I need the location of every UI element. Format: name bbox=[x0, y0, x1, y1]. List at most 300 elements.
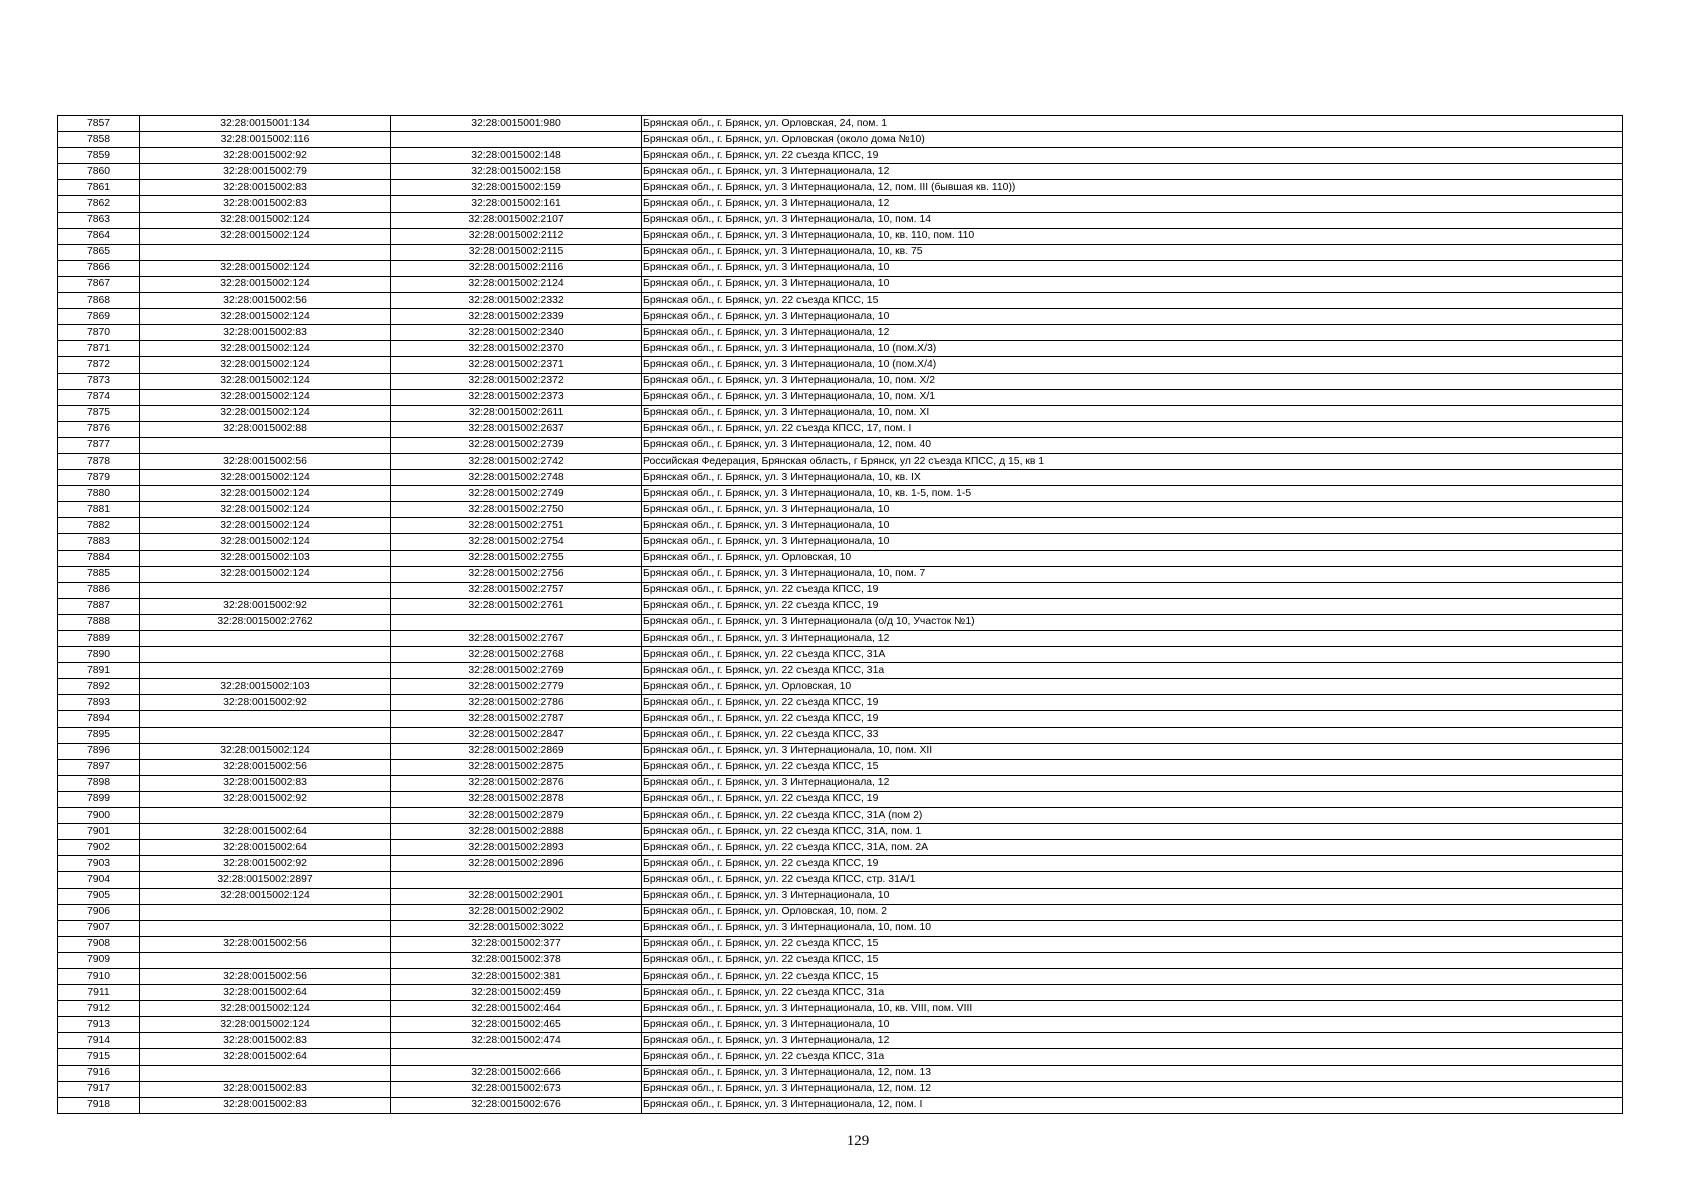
address-cell: Брянская обл., г. Брянск, ул. 22 съезда КПСС, 19 bbox=[642, 695, 1623, 711]
row-number-cell: 7860 bbox=[58, 164, 140, 180]
address-cell: Брянская обл., г. Брянск, ул. 3 Интернационала, 10, пом. XI bbox=[642, 405, 1623, 421]
cadastral-number-cell: 32:28:0015002:2902 bbox=[391, 904, 642, 920]
table-row bbox=[58, 968, 1623, 984]
parcel-number-cell bbox=[140, 920, 391, 936]
table-row bbox=[58, 840, 1623, 856]
cadastral-number-cell: 32:28:0015002:2750 bbox=[391, 502, 642, 518]
address-cell: Брянская обл., г. Брянск, ул. 3 Интернационала, 10, кв. 110, пом. 110 bbox=[642, 228, 1623, 244]
parcel-number-cell: 32:28:0015002:124 bbox=[140, 566, 391, 582]
cadastral-number-cell: 32:28:0015002:2116 bbox=[391, 260, 642, 276]
parcel-number-cell: 32:28:0015002:124 bbox=[140, 341, 391, 357]
cadastral-number-cell: 32:28:0015002:459 bbox=[391, 985, 642, 1001]
cadastral-number-cell: 32:28:0015002:2373 bbox=[391, 389, 642, 405]
parcel-number-cell: 32:28:0015002:124 bbox=[140, 389, 391, 405]
row-number-cell: 7859 bbox=[58, 148, 140, 164]
parcel-number-cell: 32:28:0015002:92 bbox=[140, 598, 391, 614]
row-number-cell: 7910 bbox=[58, 968, 140, 984]
parcel-number-cell: 32:28:0015002:2762 bbox=[140, 614, 391, 630]
row-number-cell: 7889 bbox=[58, 631, 140, 647]
cadastral-number-cell: 32:28:0015002:158 bbox=[391, 164, 642, 180]
row-number-cell: 7877 bbox=[58, 437, 140, 453]
address-cell: Брянская обл., г. Брянск, ул. 22 съезда КПСС, 31а bbox=[642, 985, 1623, 1001]
cadastral-number-cell: 32:28:0015002:2761 bbox=[391, 598, 642, 614]
registry-table bbox=[57, 115, 1623, 1114]
table-row bbox=[58, 116, 1623, 132]
address-cell: Брянская обл., г. Брянск, ул. 3 Интернационала, 10 bbox=[642, 502, 1623, 518]
table-row bbox=[58, 212, 1623, 228]
parcel-number-cell: 32:28:0015002:124 bbox=[140, 743, 391, 759]
parcel-number-cell: 32:28:0015002:2897 bbox=[140, 872, 391, 888]
table-row bbox=[58, 856, 1623, 872]
row-number-cell: 7890 bbox=[58, 647, 140, 663]
parcel-number-cell: 32:28:0015002:56 bbox=[140, 293, 391, 309]
table-row bbox=[58, 164, 1623, 180]
parcel-number-cell: 32:28:0015002:124 bbox=[140, 228, 391, 244]
address-cell: Брянская обл., г. Брянск, ул. 3 Интернационала, 12 bbox=[642, 1033, 1623, 1049]
cadastral-number-cell: 32:28:0015002:2739 bbox=[391, 437, 642, 453]
address-cell: Брянская обл., г. Брянск, ул. 22 съезда КПСС, 15 bbox=[642, 952, 1623, 968]
parcel-number-cell: 32:28:0015002:83 bbox=[140, 1081, 391, 1097]
table-row bbox=[58, 1081, 1623, 1097]
table-row bbox=[58, 872, 1623, 888]
row-number-cell: 7898 bbox=[58, 775, 140, 791]
cadastral-number-cell: 32:28:0015002:2112 bbox=[391, 228, 642, 244]
parcel-number-cell: 32:28:0015002:56 bbox=[140, 759, 391, 775]
table-row bbox=[58, 148, 1623, 164]
row-number-cell: 7866 bbox=[58, 260, 140, 276]
table-row bbox=[58, 791, 1623, 807]
table-row bbox=[58, 952, 1623, 968]
address-cell: Брянская обл., г. Брянск, ул. 3 Интернационала, 12 bbox=[642, 775, 1623, 791]
address-cell: Брянская обл., г. Брянск, ул. 22 съезда КПСС, 19 bbox=[642, 148, 1623, 164]
parcel-number-cell: 32:28:0015002:124 bbox=[140, 1001, 391, 1017]
cadastral-number-cell bbox=[391, 872, 642, 888]
table-row bbox=[58, 550, 1623, 566]
parcel-number-cell: 32:28:0015002:124 bbox=[140, 1017, 391, 1033]
cadastral-number-cell: 32:28:0015002:666 bbox=[391, 1065, 642, 1081]
cadastral-number-cell: 32:28:0015002:474 bbox=[391, 1033, 642, 1049]
table-row bbox=[58, 180, 1623, 196]
parcel-number-cell bbox=[140, 647, 391, 663]
cadastral-number-cell: 32:28:0015002:2107 bbox=[391, 212, 642, 228]
row-number-cell: 7870 bbox=[58, 325, 140, 341]
parcel-number-cell: 32:28:0015002:124 bbox=[140, 276, 391, 292]
address-cell: Брянская обл., г. Брянск, ул. 22 съезда КПСС, 15 bbox=[642, 293, 1623, 309]
table-row bbox=[58, 1017, 1623, 1033]
address-cell: Брянская обл., г. Брянск, ул. 3 Интернационала, 12, пом. 13 bbox=[642, 1065, 1623, 1081]
parcel-number-cell: 32:28:0015002:103 bbox=[140, 679, 391, 695]
parcel-number-cell bbox=[140, 711, 391, 727]
parcel-number-cell: 32:28:0015002:64 bbox=[140, 824, 391, 840]
cadastral-number-cell: 32:28:0015002:2847 bbox=[391, 727, 642, 743]
cadastral-number-cell: 32:28:0015002:2370 bbox=[391, 341, 642, 357]
parcel-number-cell: 32:28:0015002:64 bbox=[140, 840, 391, 856]
cadastral-number-cell: 32:28:0015002:2786 bbox=[391, 695, 642, 711]
table-row bbox=[58, 309, 1623, 325]
table-row bbox=[58, 260, 1623, 276]
row-number-cell: 7914 bbox=[58, 1033, 140, 1049]
parcel-number-cell bbox=[140, 727, 391, 743]
parcel-number-cell: 32:28:0015002:79 bbox=[140, 164, 391, 180]
table-row bbox=[58, 373, 1623, 389]
row-number-cell: 7865 bbox=[58, 244, 140, 260]
address-cell: Брянская обл., г. Брянск, ул. 3 Интернационала, 10, пом. XII bbox=[642, 743, 1623, 759]
address-cell: Брянская обл., г. Брянск, ул. 3 Интернационала, 10 bbox=[642, 534, 1623, 550]
parcel-number-cell: 32:28:0015002:64 bbox=[140, 1049, 391, 1065]
row-number-cell: 7880 bbox=[58, 486, 140, 502]
cadastral-number-cell: 32:28:0015002:2875 bbox=[391, 759, 642, 775]
address-cell: Брянская обл., г. Брянск, ул. 22 съезда КПСС, 31А bbox=[642, 647, 1623, 663]
cadastral-number-cell: 32:28:0015002:2339 bbox=[391, 309, 642, 325]
row-number-cell: 7911 bbox=[58, 985, 140, 1001]
cadastral-number-cell bbox=[391, 132, 642, 148]
table-row bbox=[58, 808, 1623, 824]
table-row bbox=[58, 631, 1623, 647]
address-cell: Брянская обл., г. Брянск, ул. 3 Интернационала, 12 bbox=[642, 196, 1623, 212]
parcel-number-cell bbox=[140, 631, 391, 647]
row-number-cell: 7878 bbox=[58, 453, 140, 469]
row-number-cell: 7867 bbox=[58, 276, 140, 292]
row-number-cell: 7882 bbox=[58, 518, 140, 534]
address-cell: Брянская обл., г. Брянск, ул. 22 съезда КПСС, 19 bbox=[642, 598, 1623, 614]
row-number-cell: 7871 bbox=[58, 341, 140, 357]
address-cell: Брянская обл., г. Брянск, ул. 3 Интернационала, 12, пом. I bbox=[642, 1097, 1623, 1113]
table-row bbox=[58, 598, 1623, 614]
table-row bbox=[58, 389, 1623, 405]
table-row bbox=[58, 534, 1623, 550]
row-number-cell: 7881 bbox=[58, 502, 140, 518]
table-row bbox=[58, 1033, 1623, 1049]
table-row bbox=[58, 888, 1623, 904]
address-cell: Брянская обл., г. Брянск, ул. 22 съезда КПСС, 19 bbox=[642, 711, 1623, 727]
row-number-cell: 7905 bbox=[58, 888, 140, 904]
address-cell: Брянская обл., г. Брянск, ул. 22 съезда КПСС, 15 bbox=[642, 759, 1623, 775]
parcel-number-cell: 32:28:0015002:64 bbox=[140, 985, 391, 1001]
address-cell: Брянская обл., г. Брянск, ул. 3 Интернационала, 12, пом. 12 bbox=[642, 1081, 1623, 1097]
row-number-cell: 7858 bbox=[58, 132, 140, 148]
row-number-cell: 7888 bbox=[58, 614, 140, 630]
table-row bbox=[58, 228, 1623, 244]
table-row bbox=[58, 614, 1623, 630]
address-cell: Брянская обл., г. Брянск, ул. 22 съезда КПСС, 31А, пом. 1 bbox=[642, 824, 1623, 840]
address-cell: Брянская обл., г. Брянск, ул. 3 Интернационала, 10 bbox=[642, 1017, 1623, 1033]
cadastral-number-cell: 32:28:0015002:2371 bbox=[391, 357, 642, 373]
address-cell: Брянская обл., г. Брянск, ул. 3 Интернационала, 10, кв. IX bbox=[642, 470, 1623, 486]
parcel-number-cell: 32:28:0015002:103 bbox=[140, 550, 391, 566]
address-cell: Брянская обл., г. Брянск, ул. 22 съезда КПСС, 15 bbox=[642, 968, 1623, 984]
table-row bbox=[58, 325, 1623, 341]
address-cell: Брянская обл., г. Брянск, ул. 22 съезда КПСС, 15 bbox=[642, 936, 1623, 952]
table-row bbox=[58, 566, 1623, 582]
address-cell: Брянская обл., г. Брянск, ул. 3 Интернационала, 12 bbox=[642, 164, 1623, 180]
table-row bbox=[58, 904, 1623, 920]
address-cell: Брянская обл., г. Брянск, ул. 22 съезда КПСС, стр. 31А/1 bbox=[642, 872, 1623, 888]
address-cell: Брянская обл., г. Брянск, ул. 3 Интернационала, 12, пом. 40 bbox=[642, 437, 1623, 453]
row-number-cell: 7872 bbox=[58, 357, 140, 373]
row-number-cell: 7894 bbox=[58, 711, 140, 727]
row-number-cell: 7857 bbox=[58, 116, 140, 132]
row-number-cell: 7896 bbox=[58, 743, 140, 759]
cadastral-number-cell: 32:28:0015002:377 bbox=[391, 936, 642, 952]
table-row bbox=[58, 695, 1623, 711]
parcel-number-cell bbox=[140, 663, 391, 679]
parcel-number-cell: 32:28:0015002:92 bbox=[140, 695, 391, 711]
table-row bbox=[58, 663, 1623, 679]
table-row bbox=[58, 920, 1623, 936]
parcel-number-cell: 32:28:0015002:92 bbox=[140, 856, 391, 872]
address-cell: Брянская обл., г. Брянск, ул. 3 Интернационала, 10 bbox=[642, 260, 1623, 276]
cadastral-number-cell: 32:28:0015002:2611 bbox=[391, 405, 642, 421]
parcel-number-cell: 32:28:0015002:124 bbox=[140, 405, 391, 421]
parcel-number-cell: 32:28:0015002:124 bbox=[140, 888, 391, 904]
table-row bbox=[58, 453, 1623, 469]
row-number-cell: 7912 bbox=[58, 1001, 140, 1017]
cadastral-number-cell: 32:28:0015002:2637 bbox=[391, 421, 642, 437]
address-cell: Брянская обл., г. Брянск, ул. 22 съезда КПСС, 19 bbox=[642, 582, 1623, 598]
row-number-cell: 7883 bbox=[58, 534, 140, 550]
address-cell: Брянская обл., г. Брянск, ул. 3 Интернационала, 12 bbox=[642, 631, 1623, 647]
cadastral-number-cell: 32:28:0015002:2869 bbox=[391, 743, 642, 759]
parcel-number-cell: 32:28:0015001:134 bbox=[140, 116, 391, 132]
row-number-cell: 7916 bbox=[58, 1065, 140, 1081]
parcel-number-cell bbox=[140, 808, 391, 824]
parcel-number-cell: 32:28:0015002:83 bbox=[140, 775, 391, 791]
row-number-cell: 7862 bbox=[58, 196, 140, 212]
cadastral-number-cell: 32:28:0015002:3022 bbox=[391, 920, 642, 936]
table-row bbox=[58, 421, 1623, 437]
table-row bbox=[58, 132, 1623, 148]
cadastral-number-cell: 32:28:0015002:2779 bbox=[391, 679, 642, 695]
registry-table-body bbox=[58, 116, 1623, 1114]
address-cell: Брянская обл., г. Брянск, ул. 3 Интернационала, 10, пом. Х/2 bbox=[642, 373, 1623, 389]
table-row bbox=[58, 341, 1623, 357]
cadastral-number-cell: 32:28:0015002:381 bbox=[391, 968, 642, 984]
cadastral-number-cell: 32:28:0015001:980 bbox=[391, 116, 642, 132]
row-number-cell: 7893 bbox=[58, 695, 140, 711]
row-number-cell: 7874 bbox=[58, 389, 140, 405]
row-number-cell: 7915 bbox=[58, 1049, 140, 1065]
cadastral-number-cell: 32:28:0015002:673 bbox=[391, 1081, 642, 1097]
page-number: 129 bbox=[846, 1133, 870, 1149]
table-row bbox=[58, 1097, 1623, 1113]
address-cell: Брянская обл., г. Брянск, ул. 3 Интернационала, 10 bbox=[642, 276, 1623, 292]
table-row bbox=[58, 985, 1623, 1001]
table-row bbox=[58, 437, 1623, 453]
table-row bbox=[58, 1065, 1623, 1081]
cadastral-number-cell: 32:28:0015002:161 bbox=[391, 196, 642, 212]
parcel-number-cell: 32:28:0015002:92 bbox=[140, 148, 391, 164]
parcel-number-cell: 32:28:0015002:124 bbox=[140, 309, 391, 325]
parcel-number-cell bbox=[140, 244, 391, 260]
address-cell: Брянская обл., г. Брянск, ул. 3 Интернационала, 10, кв. 75 bbox=[642, 244, 1623, 260]
row-number-cell: 7913 bbox=[58, 1017, 140, 1033]
address-cell: Брянская обл., г. Брянск, ул. 22 съезда КПСС, 31а bbox=[642, 1049, 1623, 1065]
row-number-cell: 7875 bbox=[58, 405, 140, 421]
parcel-number-cell: 32:28:0015002:124 bbox=[140, 470, 391, 486]
table-row bbox=[58, 518, 1623, 534]
table-row bbox=[58, 727, 1623, 743]
row-number-cell: 7884 bbox=[58, 550, 140, 566]
cadastral-number-cell: 32:28:0015002:2901 bbox=[391, 888, 642, 904]
row-number-cell: 7909 bbox=[58, 952, 140, 968]
row-number-cell: 7904 bbox=[58, 872, 140, 888]
cadastral-number-cell: 32:28:0015002:159 bbox=[391, 180, 642, 196]
row-number-cell: 7885 bbox=[58, 566, 140, 582]
address-cell: Брянская обл., г. Брянск, ул. 3 Интернационала, 10, пом. Х/1 bbox=[642, 389, 1623, 405]
row-number-cell: 7879 bbox=[58, 470, 140, 486]
table-row bbox=[58, 647, 1623, 663]
table-row bbox=[58, 936, 1623, 952]
parcel-number-cell: 32:28:0015002:56 bbox=[140, 453, 391, 469]
parcel-number-cell: 32:28:0015002:124 bbox=[140, 518, 391, 534]
address-cell: Брянская обл., г. Брянск, ул. Орловская (около дома №10) bbox=[642, 132, 1623, 148]
cadastral-number-cell: 32:28:0015002:2787 bbox=[391, 711, 642, 727]
address-cell: Брянская обл., г. Брянск, ул. 22 съезда КПСС, 19 bbox=[642, 791, 1623, 807]
parcel-number-cell: 32:28:0015002:56 bbox=[140, 968, 391, 984]
cadastral-number-cell: 32:28:0015002:2748 bbox=[391, 470, 642, 486]
address-cell: Брянская обл., г. Брянск, ул. 3 Интернационала, 10 bbox=[642, 888, 1623, 904]
row-number-cell: 7901 bbox=[58, 824, 140, 840]
row-number-cell: 7892 bbox=[58, 679, 140, 695]
parcel-number-cell: 32:28:0015002:83 bbox=[140, 1097, 391, 1113]
row-number-cell: 7900 bbox=[58, 808, 140, 824]
parcel-number-cell: 32:28:0015002:124 bbox=[140, 502, 391, 518]
row-number-cell: 7897 bbox=[58, 759, 140, 775]
parcel-number-cell: 32:28:0015002:88 bbox=[140, 421, 391, 437]
row-number-cell: 7869 bbox=[58, 309, 140, 325]
parcel-number-cell: 32:28:0015002:124 bbox=[140, 260, 391, 276]
address-cell: Брянская обл., г. Брянск, ул. 22 съезда КПСС, 31А, пом. 2А bbox=[642, 840, 1623, 856]
table-row bbox=[58, 276, 1623, 292]
table-row bbox=[58, 582, 1623, 598]
cadastral-number-cell: 32:28:0015002:2878 bbox=[391, 791, 642, 807]
address-cell: Российская Федерация, Брянская область, г Брянск, ул 22 съезда КПСС, д 15, кв 1 bbox=[642, 453, 1623, 469]
cadastral-number-cell bbox=[391, 1049, 642, 1065]
cadastral-number-cell: 32:28:0015002:2896 bbox=[391, 856, 642, 872]
table-row bbox=[58, 759, 1623, 775]
table-row bbox=[58, 357, 1623, 373]
cadastral-number-cell: 32:28:0015002:2768 bbox=[391, 647, 642, 663]
address-cell: Брянская обл., г. Брянск, ул. Орловская, 10 bbox=[642, 679, 1623, 695]
parcel-number-cell bbox=[140, 582, 391, 598]
table-row bbox=[58, 775, 1623, 791]
row-number-cell: 7902 bbox=[58, 840, 140, 856]
parcel-number-cell: 32:28:0015002:124 bbox=[140, 373, 391, 389]
address-cell: Брянская обл., г. Брянск, ул. 3 Интернационала, 12, пом. III (бывшая кв. 110)) bbox=[642, 180, 1623, 196]
parcel-number-cell: 32:28:0015002:124 bbox=[140, 486, 391, 502]
row-number-cell: 7903 bbox=[58, 856, 140, 872]
cadastral-number-cell: 32:28:0015002:2756 bbox=[391, 566, 642, 582]
row-number-cell: 7908 bbox=[58, 936, 140, 952]
address-cell: Брянская обл., г. Брянск, ул. 3 Интернационала, 10 bbox=[642, 309, 1623, 325]
table-row bbox=[58, 1049, 1623, 1065]
parcel-number-cell bbox=[140, 437, 391, 453]
cadastral-number-cell: 32:28:0015002:2742 bbox=[391, 453, 642, 469]
row-number-cell: 7899 bbox=[58, 791, 140, 807]
parcel-number-cell: 32:28:0015002:83 bbox=[140, 325, 391, 341]
row-number-cell: 7907 bbox=[58, 920, 140, 936]
cadastral-number-cell: 32:28:0015002:2893 bbox=[391, 840, 642, 856]
parcel-number-cell: 32:28:0015002:92 bbox=[140, 791, 391, 807]
table-row bbox=[58, 196, 1623, 212]
address-cell: Брянская обл., г. Брянск, ул. 22 съезда КПСС, 17, пом. I bbox=[642, 421, 1623, 437]
cadastral-number-cell: 32:28:0015002:2115 bbox=[391, 244, 642, 260]
row-number-cell: 7918 bbox=[58, 1097, 140, 1113]
cadastral-number-cell: 32:28:0015002:2767 bbox=[391, 631, 642, 647]
address-cell: Брянская обл., г. Брянск, ул. 3 Интернационала, 10 bbox=[642, 518, 1623, 534]
table-row bbox=[58, 1001, 1623, 1017]
row-number-cell: 7863 bbox=[58, 212, 140, 228]
table-row bbox=[58, 679, 1623, 695]
cadastral-number-cell: 32:28:0015002:464 bbox=[391, 1001, 642, 1017]
row-number-cell: 7861 bbox=[58, 180, 140, 196]
cadastral-number-cell: 32:28:0015002:2754 bbox=[391, 534, 642, 550]
table-row bbox=[58, 486, 1623, 502]
parcel-number-cell: 32:28:0015002:124 bbox=[140, 357, 391, 373]
table-row bbox=[58, 711, 1623, 727]
address-cell: Брянская обл., г. Брянск, ул. 22 съезда КПСС, 31А (пом 2) bbox=[642, 808, 1623, 824]
table-row bbox=[58, 293, 1623, 309]
table-row bbox=[58, 743, 1623, 759]
address-cell: Брянская обл., г. Брянск, ул. 22 съезда КПСС, 31а bbox=[642, 663, 1623, 679]
parcel-number-cell: 32:28:0015002:83 bbox=[140, 1033, 391, 1049]
parcel-number-cell bbox=[140, 904, 391, 920]
cadastral-number-cell bbox=[391, 614, 642, 630]
row-number-cell: 7864 bbox=[58, 228, 140, 244]
address-cell: Брянская обл., г. Брянск, ул. 3 Интернационала, 10 (пом.Х/4) bbox=[642, 357, 1623, 373]
address-cell: Брянская обл., г. Брянск, ул. 3 Интернационала, 12 bbox=[642, 325, 1623, 341]
parcel-number-cell: 32:28:0015002:116 bbox=[140, 132, 391, 148]
cadastral-number-cell: 32:28:0015002:2757 bbox=[391, 582, 642, 598]
table-row bbox=[58, 502, 1623, 518]
table-row bbox=[58, 405, 1623, 421]
cadastral-number-cell: 32:28:0015002:465 bbox=[391, 1017, 642, 1033]
cadastral-number-cell: 32:28:0015002:2749 bbox=[391, 486, 642, 502]
cadastral-number-cell: 32:28:0015002:2888 bbox=[391, 824, 642, 840]
parcel-number-cell: 32:28:0015002:124 bbox=[140, 212, 391, 228]
row-number-cell: 7906 bbox=[58, 904, 140, 920]
cadastral-number-cell: 32:28:0015002:378 bbox=[391, 952, 642, 968]
cadastral-number-cell: 32:28:0015002:2769 bbox=[391, 663, 642, 679]
cadastral-number-cell: 32:28:0015002:148 bbox=[391, 148, 642, 164]
parcel-number-cell: 32:28:0015002:56 bbox=[140, 936, 391, 952]
address-cell: Брянская обл., г. Брянск, ул. Орловская, 10, пом. 2 bbox=[642, 904, 1623, 920]
cadastral-number-cell: 32:28:0015002:2876 bbox=[391, 775, 642, 791]
address-cell: Брянская обл., г. Брянск, ул. 3 Интернационала, 10, пом. 14 bbox=[642, 212, 1623, 228]
parcel-number-cell: 32:28:0015002:83 bbox=[140, 196, 391, 212]
address-cell: Брянская обл., г. Брянск, ул. Орловская, 10 bbox=[642, 550, 1623, 566]
address-cell: Брянская обл., г. Брянск, ул. 3 Интернационала, 10, пом. 7 bbox=[642, 566, 1623, 582]
table-row bbox=[58, 244, 1623, 260]
cadastral-number-cell: 32:28:0015002:2751 bbox=[391, 518, 642, 534]
cadastral-number-cell: 32:28:0015002:2332 bbox=[391, 293, 642, 309]
row-number-cell: 7873 bbox=[58, 373, 140, 389]
parcel-number-cell bbox=[140, 1065, 391, 1081]
cadastral-number-cell: 32:28:0015002:2755 bbox=[391, 550, 642, 566]
address-cell: Брянская обл., г. Брянск, ул. 3 Интернационала, 10 (пом.Х/3) bbox=[642, 341, 1623, 357]
cadastral-number-cell: 32:28:0015002:2879 bbox=[391, 808, 642, 824]
parcel-number-cell bbox=[140, 952, 391, 968]
parcel-number-cell: 32:28:0015002:83 bbox=[140, 180, 391, 196]
cadastral-number-cell: 32:28:0015002:2372 bbox=[391, 373, 642, 389]
address-cell: Брянская обл., г. Брянск, ул. Орловская, 24, пом. 1 bbox=[642, 116, 1623, 132]
parcel-number-cell: 32:28:0015002:124 bbox=[140, 534, 391, 550]
row-number-cell: 7868 bbox=[58, 293, 140, 309]
address-cell: Брянская обл., г. Брянск, ул. 3 Интернационала (о/д 10, Участок №1) bbox=[642, 614, 1623, 630]
address-cell: Брянская обл., г. Брянск, ул. 3 Интернационала, 10, кв. 1-5, пом. 1-5 bbox=[642, 486, 1623, 502]
address-cell: Брянская обл., г. Брянск, ул. 3 Интернационала, 10, пом. 10 bbox=[642, 920, 1623, 936]
table-row bbox=[58, 470, 1623, 486]
